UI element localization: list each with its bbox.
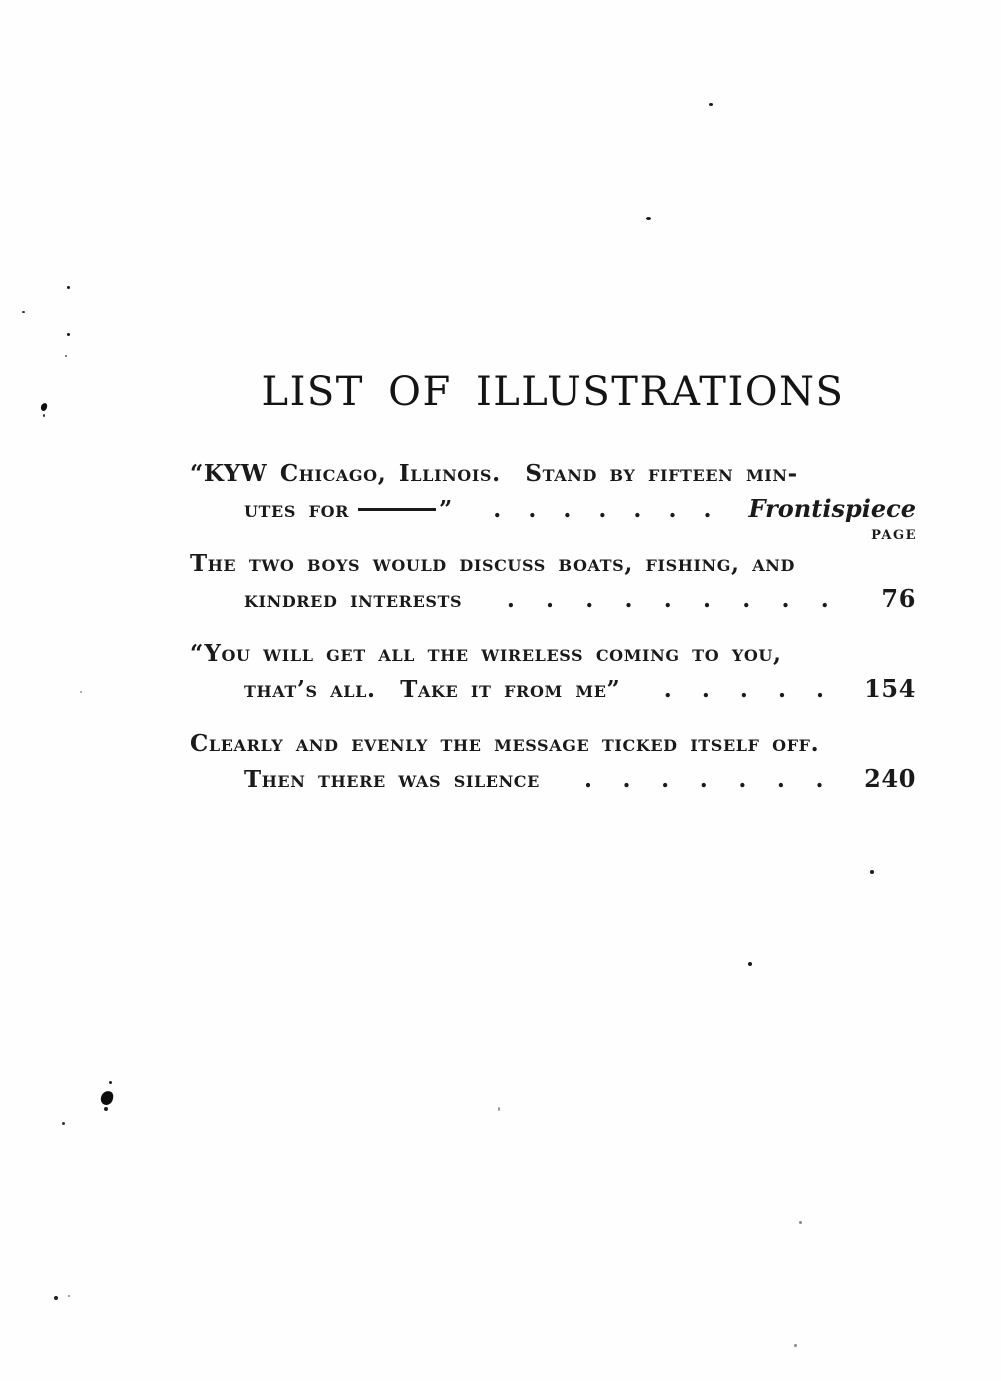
illustrations-list	[190, 456, 916, 816]
ink-speck	[68, 1295, 70, 1297]
entry-line-2	[190, 581, 916, 617]
blank-rule	[358, 508, 436, 511]
dot-leader: . . . . . . .	[583, 766, 825, 793]
ink-speck	[67, 286, 70, 289]
list-item	[190, 546, 916, 617]
entry-line-1: Clearly and evenly the message ticked itself off.	[190, 730, 820, 757]
ink-speck	[709, 103, 713, 106]
entry-page-number: 154	[864, 674, 916, 703]
list-item	[190, 726, 916, 797]
entry-line-1: The two boys would discuss boats, fishing, and	[190, 550, 795, 577]
ink-blot	[40, 402, 48, 411]
ink-speck	[43, 414, 45, 417]
ink-speck	[748, 962, 752, 966]
ink-speck	[109, 1081, 112, 1084]
dot-leader: . . . . . . . . .	[506, 586, 830, 613]
ink-speck	[799, 1221, 802, 1224]
entry-line-2-text: Then there was silence	[244, 766, 540, 793]
page-title: LIST OF ILLUSTRATIONS	[261, 369, 845, 415]
ink-speck	[794, 1344, 797, 1347]
ink-speck	[104, 1107, 108, 1111]
entry-page-number: Frontispiece	[748, 494, 916, 523]
ink-speck	[498, 1107, 500, 1111]
page-column-label: PAGE	[871, 528, 917, 543]
ink-speck	[646, 217, 651, 220]
entry-line-2	[190, 671, 916, 707]
ink-speck	[54, 1296, 58, 1300]
entry-page-number: 76	[881, 584, 916, 613]
ink-speck	[22, 311, 25, 313]
ink-speck	[65, 355, 67, 357]
entry-page-number: 240	[864, 764, 916, 793]
entry-line-1: “You will get all the wireless coming to you,	[190, 640, 782, 667]
ink-speck	[62, 1122, 65, 1125]
closing-quote: ”	[439, 496, 453, 523]
dot-leader: . . . . . . .	[493, 496, 713, 523]
entry-line-2-text: that’s all. Take it from me”	[244, 676, 621, 703]
ink-speck	[80, 691, 82, 693]
entry-line-1: “KYW Chicago, Illinois. Stand by fifteen min-	[190, 460, 798, 487]
entry-line-2-text: kindred interests	[244, 586, 463, 613]
ink-speck	[67, 333, 70, 336]
ink-speck	[870, 870, 874, 874]
list-item	[190, 636, 916, 707]
dot-leader: . . . . .	[663, 676, 825, 703]
entry-line-2-text: utes for ”	[244, 496, 453, 523]
entry-line-2	[190, 761, 916, 797]
ink-blot	[100, 1090, 115, 1106]
list-item	[190, 456, 916, 527]
entry-line-2	[190, 491, 916, 527]
